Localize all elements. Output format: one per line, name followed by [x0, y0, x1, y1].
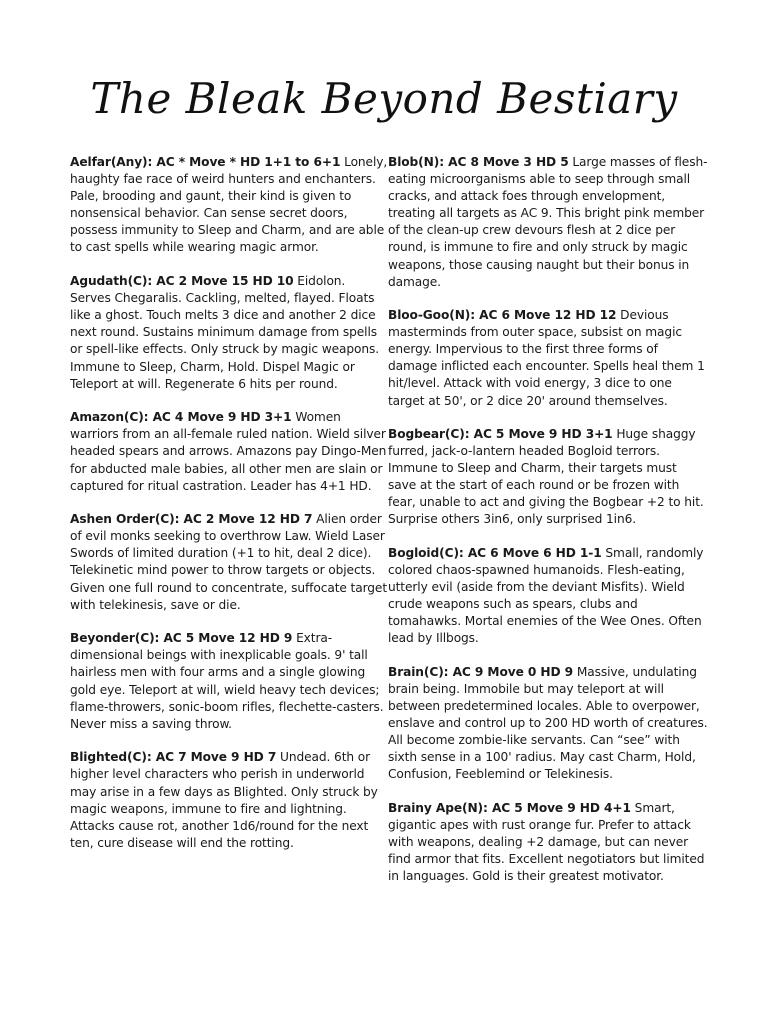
- entry-blob: [388, 154, 708, 291]
- entry-text: Smart, gigantic apes with rust orange fur. Prefer to attack with weapons, dealing +2 damage, but can never find armor that fits. Excellent negotiators but limited in languages. Gold is their greatest motivator.: [388, 800, 705, 883]
- entry-ashen-order: [70, 511, 388, 614]
- left-column: [70, 154, 388, 868]
- entry-brainy-ape: [388, 800, 708, 885]
- entry-agudath: [70, 273, 388, 393]
- entry-text: Massive, undulating brain being. Immobile but may teleport at will between predetermined locales. Able to overpower, enslave and control up to 200 HD worth of creatures. All become zombie-like servants. Can “see” with sixth sense in a 100' radius. May cast Charm, Hold, Confusion, Feeblemind or Telekinesis.: [388, 664, 708, 782]
- entry-amazon: [70, 409, 388, 494]
- entry-name: Brain(C): AC 9 Move 0 HD 9: [388, 664, 574, 679]
- entry-text: Women warriors from an all-female ruled nation. Wield silver headed spears and arrows. Amazons pay Dingo-Men for abducted male babies, all other men are slain or captured for ritual castration. Leader has 4+1 HD.: [70, 410, 387, 493]
- entry-name: Agudath(C): AC 2 Move 15 HD 10: [70, 274, 294, 289]
- entry-brain: [388, 664, 708, 784]
- entry-aelfar: [70, 154, 388, 257]
- entry-bogbear: [388, 426, 708, 529]
- entry-text: Huge shaggy furred, jack-o-lantern headed Bogloid terrors. Immune to Sleep and Charm, their targets must save at the start of each round or be frozen with fear, unable to act and giving the Bogbear +2 to hit. Surprise others 3in6, only surprised 1in6.: [388, 426, 704, 527]
- entry-text: Eidolon. Serves Chegaralis. Cackling, melted, flayed. Floats like a ghost. Touch melts 3 dice and another 2 dice next round. Sustains minimum damage from spells or spell-like effects. Only struck by magic weapons. Immune to Sleep, Charm, Hold. Dispel Magic or Teleport at will. Regenerate 6 hits per round.: [70, 274, 380, 391]
- entry-name: Bogbear(C): AC 5 Move 9 HD 3+1: [388, 426, 613, 441]
- entry-bogloid: [388, 545, 708, 648]
- entry-text: Devious masterminds from outer space, subsist on magic energy. Impervious to the first three forms of damage inflicted each encounter. Spells heal them 1 hit/level. Attack with void energy, 3 dice to one target at 50', or 2 dice 20' around themselves.: [388, 308, 705, 408]
- entry-name: Bloo-Goo(N): AC 6 Move 12 HD 12: [388, 308, 617, 323]
- entry-name: Beyonder(C): AC 5 Move 12 HD 9: [70, 631, 293, 646]
- entry-bloo-goo: [388, 307, 708, 410]
- entry-text: Large masses of flesh-eating microorganisms able to seep through small cracks, and attack foes through envelopment, treating all targets as AC 9. This bright pink member of the clean-up crew devours flesh at 2 dice per round, is immune to fire and only struck by magic weapons, those causing naught but their bonus in damage.: [388, 155, 708, 289]
- entry-text: Alien order of evil monks seeking to overthrow Law. Wield Laser Swords of limited duration (+1 to hit, deal 2 dice). Telekinetic mind power to throw targets or objects. Given one full round to concentrate, suffocate target with telekinesis, save or die.: [70, 512, 387, 612]
- entry-name: Bogloid(C): AC 6 Move 6 HD 1-1: [388, 545, 602, 560]
- entry-name: Aelfar(Any): AC * Move * HD 1+1 to 6+1: [70, 155, 341, 169]
- entry-text: Lonely, haughty fae race of weird hunters and enchanters. Pale, brooding and gaunt, their kind is given to nonsensical behavior. Can sense secret doors, possess immunity to Sleep and Charm, and are able to cast spells while wearing magic armor.: [70, 155, 388, 255]
- entry-name: Brainy Ape(N): AC 5 Move 9 HD 4+1: [388, 800, 631, 815]
- entry-text: Small, randomly colored chaos-spawned humanoids. Flesh-eating, utterly evil (aside from the deviant Misfits). Wield crude weapons such as spears, clubs and tomahawks. Mortal enemies of the Wee Ones. Often lead by Illbogs.: [388, 545, 704, 646]
- entry-name: Blob(N): AC 8 Move 3 HD 5: [388, 155, 569, 169]
- entry-blighted: [70, 749, 388, 852]
- entry-text: Extra-dimensional beings with inexplicable goals. 9' tall hairless men with four arms and a single glowing gold eye. Teleport at will, wield heavy tech devices; flame-throwers, sonic-boom rifles, flechette-casters. Never miss a saving throw.: [70, 631, 384, 731]
- entry-beyonder: [70, 630, 388, 733]
- entry-text: Undead. 6th or higher level characters who perish in underworld may arise in a few days as Blighted. Only struck by magic weapons, immune to fire and lightning. Attacks cause rot, another 1d6/round for the next ten, cure disease will end the rotting.: [70, 750, 378, 850]
- entry-name: Amazon(C): AC 4 Move 9 HD 3+1: [70, 410, 292, 425]
- entry-name: Ashen Order(C): AC 2 Move 12 HD 7: [70, 512, 313, 527]
- entry-name: Blighted(C): AC 7 Move 9 HD 7: [70, 750, 277, 765]
- page-title: The Bleak Beyond Bestiary: [90, 74, 678, 123]
- right-column: [388, 154, 708, 901]
